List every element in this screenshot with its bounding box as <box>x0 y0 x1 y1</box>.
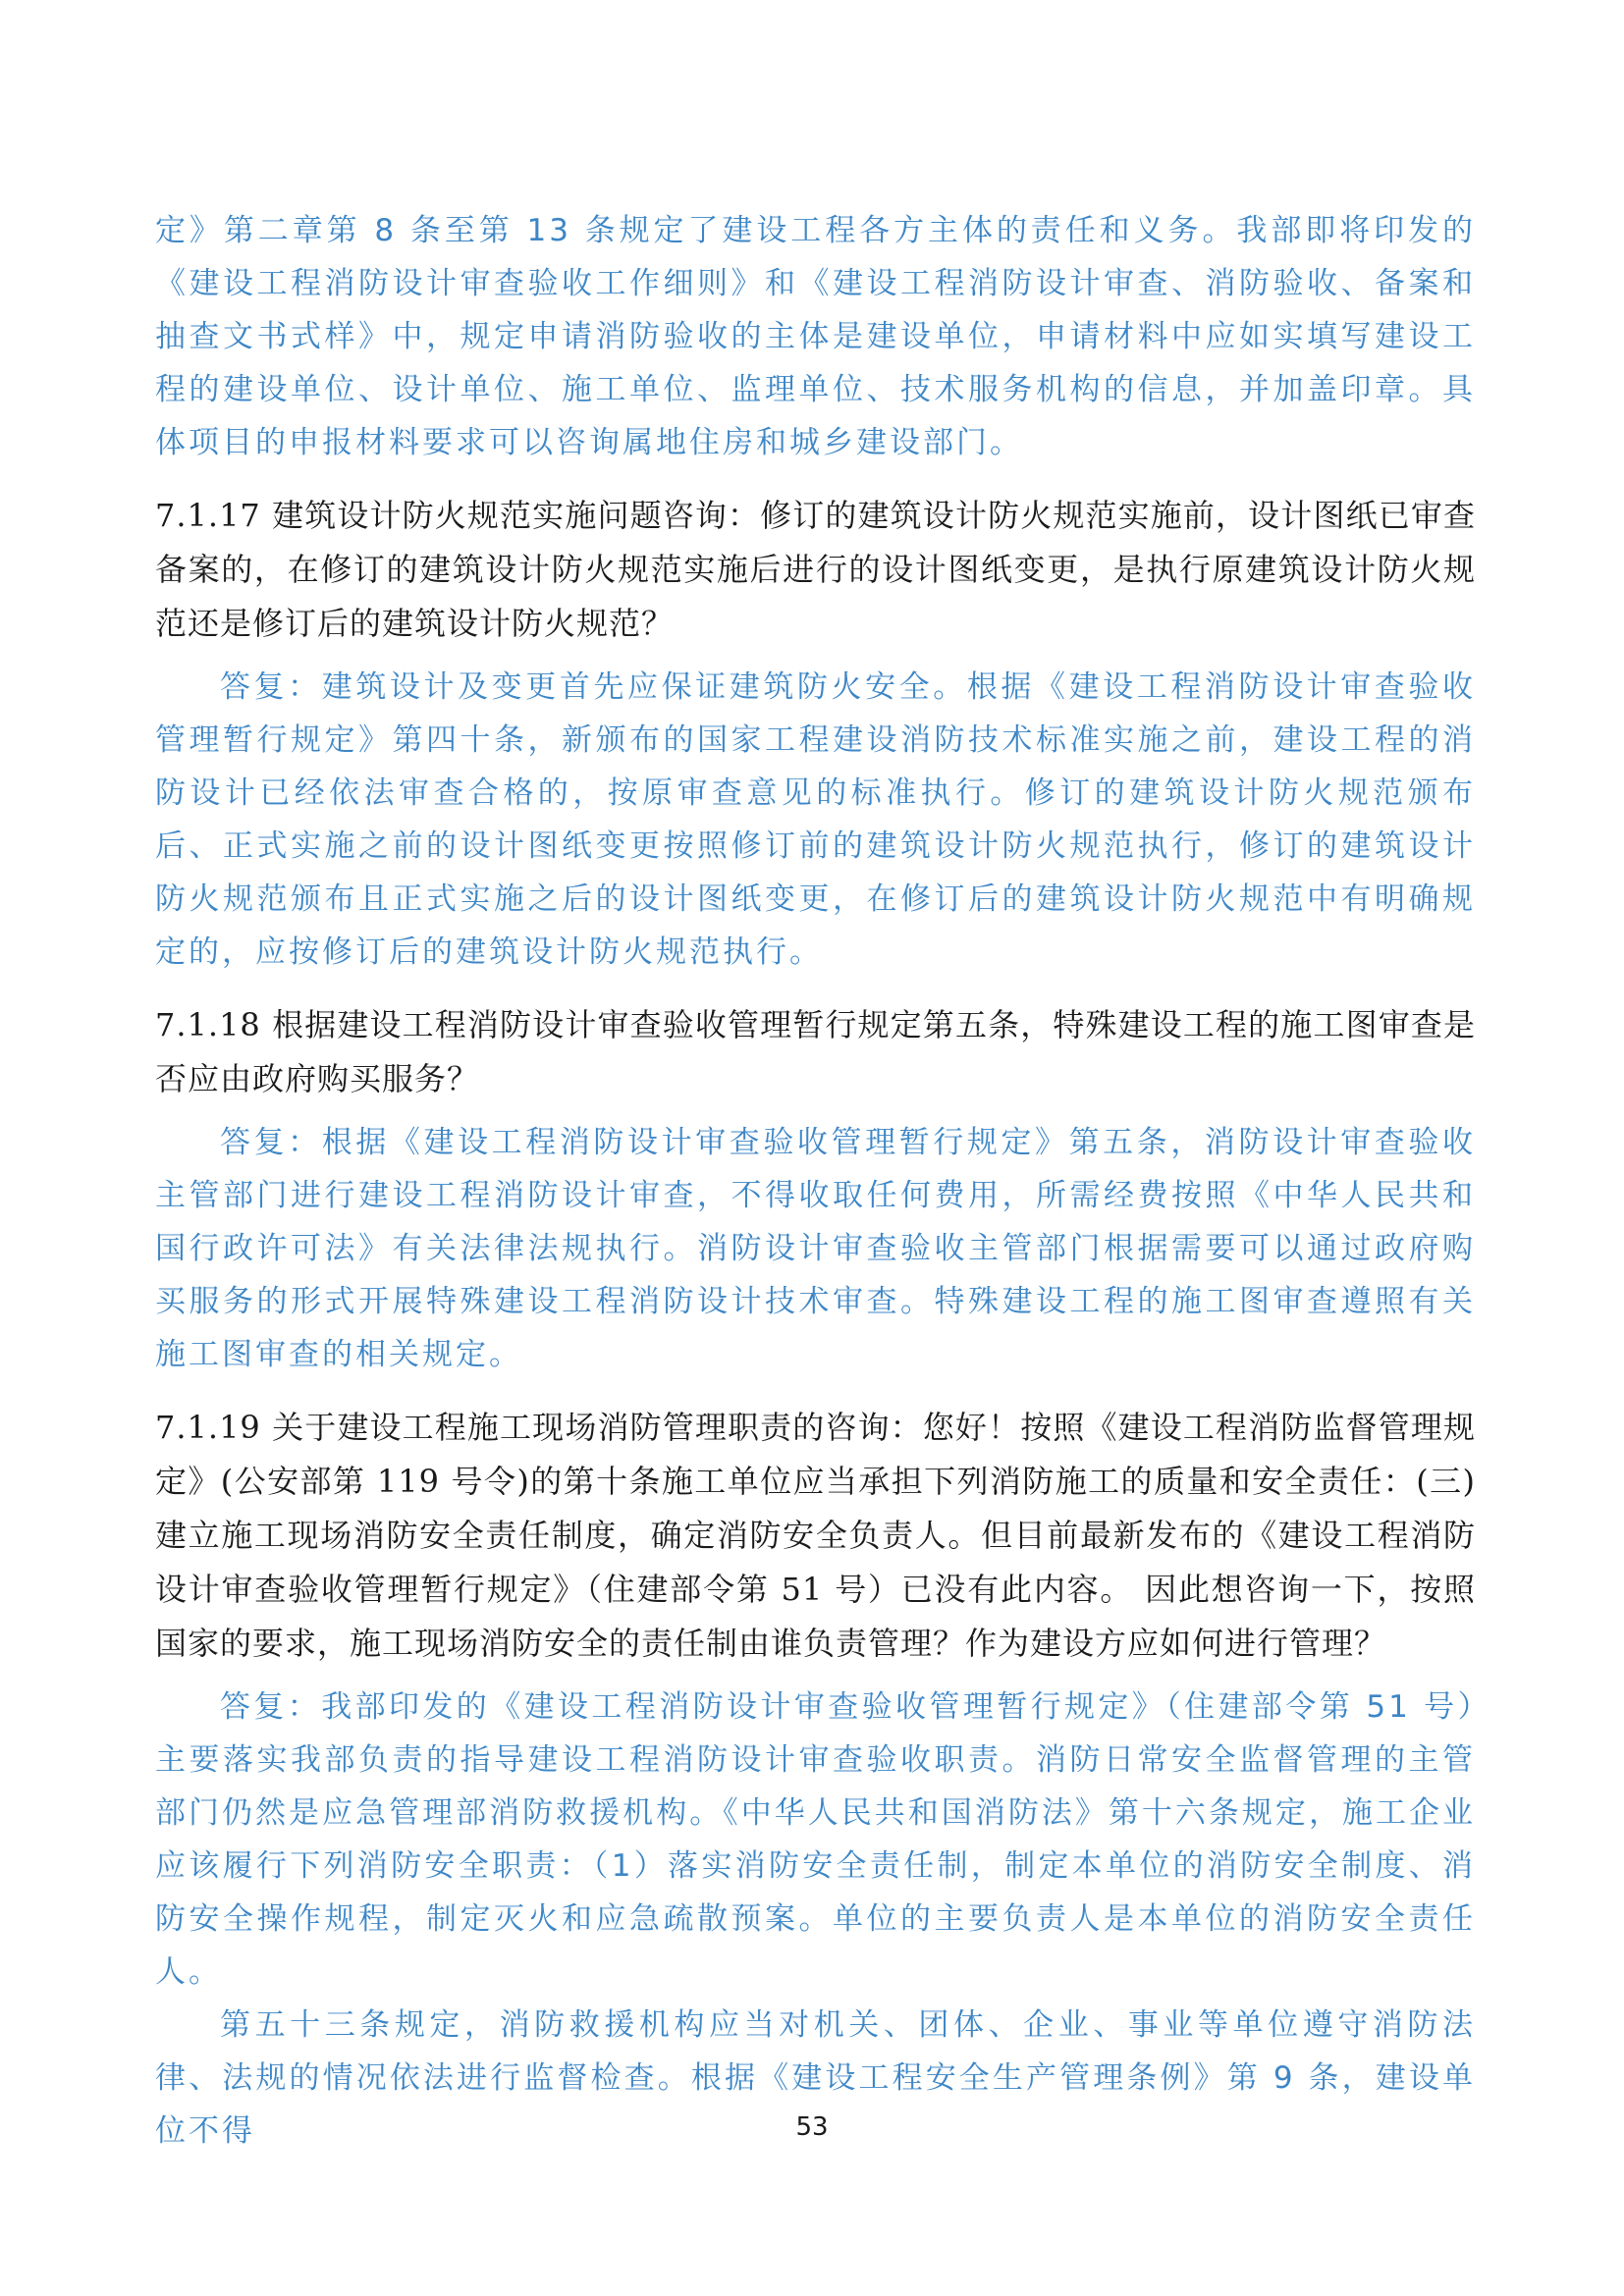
answer-7-1-17: 答复：建筑设计及变更首先应保证建筑防火安全。根据《建设工程消防设计审查验收管理暂行规定》第四十条，新颁布的国家工程建设消防技术标准实施之前，建设工程的消防设计已经依法审查合格的，按原审查意见的标准执行。修订的建筑设计防火规范颁布后、正式实施之前的设计图纸变更按照修订前的建筑设计防火规范执行，修订的建筑设计防火规范颁布且正式实施之后的设计图纸变更，在修订后的建筑设计防火规范中有明确规定的，应按修订后的建筑设计防火规范执行。 <box>155 669 1476 970</box>
page-body <box>155 204 1476 2158</box>
question-7-1-19: 7.1.19 关于建设工程施工现场消防管理职责的咨询：您好！按照《建设工程消防监督管理规定》(公安部第 119 号令)的第十条施工单位应当承担下列消防施工的质量和安全责任：(三)建立施工现场消防安全责任制度，确定消防安全负责人。但目前最新发布的《建设工程消防设计审查验收管理暂行规定》（住建部令第 51 号）已没有此内容。 因此想咨询一下，按照国家的要求，施工现场消防安全的责任制由谁负责管理？作为建设方应如何进行管理？ <box>155 1409 1476 1662</box>
answer-7-1-19-continued: 第五十三条规定，消防救援机构应当对机关、团体、企业、事业等单位遵守消防法律、法规的情况依法进行监督检查。根据《建设工程安全生产管理条例》第 9 条，建设单位不得 <box>155 2007 1476 2149</box>
question-7-1-17: 7.1.17 建筑设计防火规范实施问题咨询：修订的建筑设计防火规范实施前，设计图纸已审查备案的，在修订的建筑设计防火规范实施后进行的设计图纸变更，是执行原建筑设计防火规范还是修订后的建筑设计防火规范？ <box>155 497 1476 642</box>
answer-7-1-18: 答复：根据《建设工程消防设计审查验收管理暂行规定》第五条，消防设计审查验收主管部门进行建设工程消防设计审查，不得收取任何费用，所需经费按照《中华人民共和国行政许可法》有关法律法规执行。消防设计审查验收主管部门根据需要可以通过政府购买服务的形式开展特殊建设工程消防设计技术审查。特殊建设工程的施工图审查遵照有关施工图审查的相关规定。 <box>155 1125 1476 1372</box>
answer-paragraph-continued: 定》第二章第 8 条至第 13 条规定了建设工程各方主体的责任和义务。我部即将印发的《建设工程消防设计审查验收工作细则》和《建设工程消防设计审查、消防验收、备案和抽查文书式样》中，规定申请消防验收的主体是建设单位，申请材料中应如实填写建设工程的建设单位、设计单位、施工单位、监理单位、技术服务机构的信息，并加盖印章。具体项目的申报材料要求可以咨询属地住房和城乡建设部门。 <box>155 213 1476 460</box>
question-7-1-18: 7.1.18 根据建设工程消防设计审查验收管理暂行规定第五条，特殊建设工程的施工图审查是否应由政府购买服务？ <box>155 1006 1476 1097</box>
answer-7-1-19: 答复：我部印发的《建设工程消防设计审查验收管理暂行规定》（住建部令第 51 号）主要落实我部负责的指导建设工程消防设计审查验收职责。消防日常安全监督管理的主管部门仍然是应急管理部消防救援机构。《中华人民共和国消防法》第十六条规定，施工企业应该履行下列消防安全职责：（1）落实消防安全责任制，制定本单位的消防安全制度、消防安全操作规程，制定灭火和应急疏散预案。单位的主要负责人是本单位的消防安全责任人。 <box>155 1689 1476 1990</box>
page-number: 53 <box>795 2112 829 2142</box>
